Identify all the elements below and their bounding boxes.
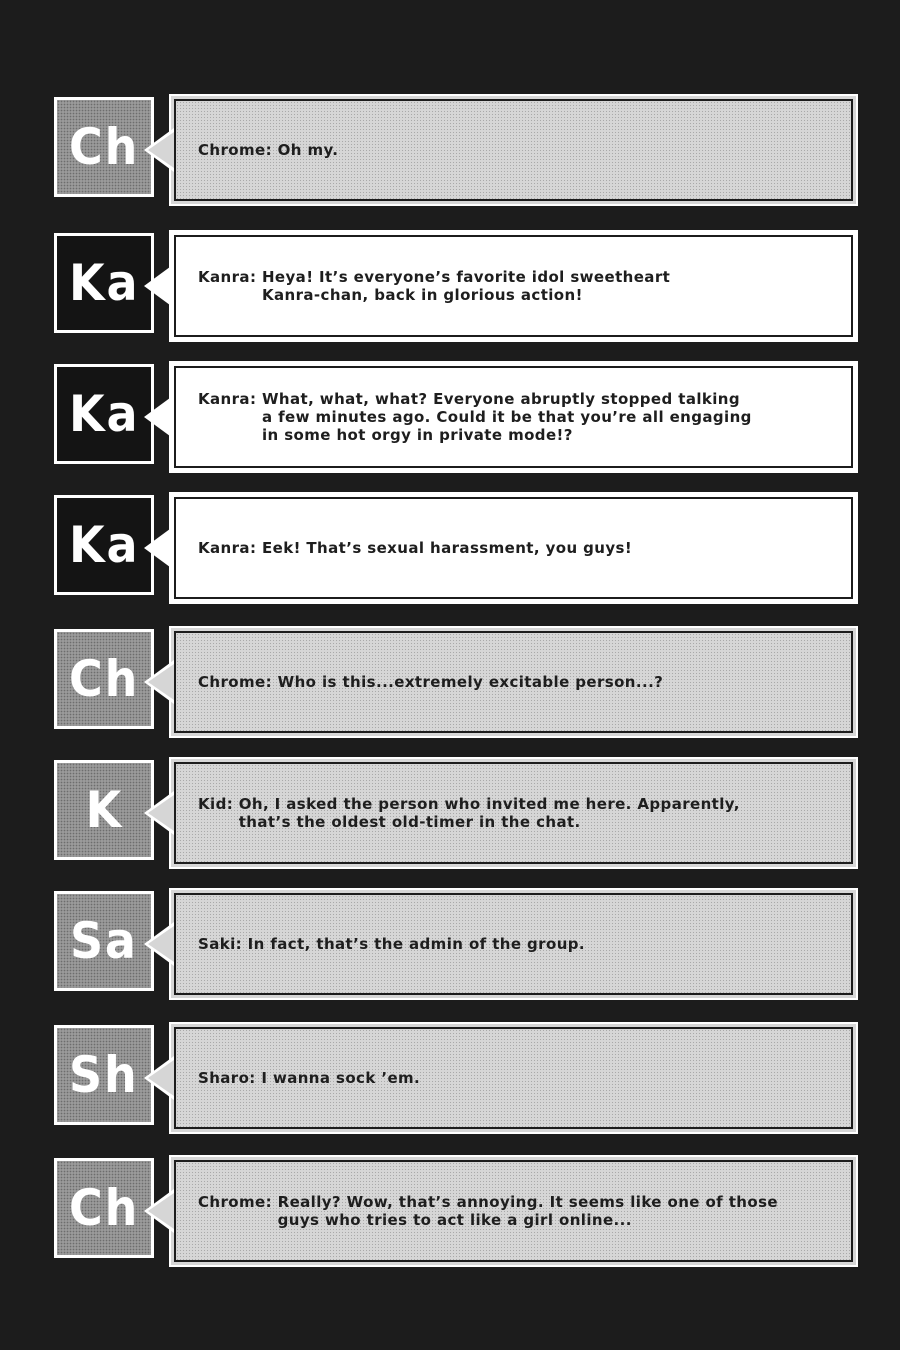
speaker-name: Kid: [198,795,234,813]
chat-message-chrome [54,626,858,738]
message-bubble [169,94,858,206]
message-text: Eek! That’s sexual harassment, you guys! [261,539,633,557]
message-bubble [169,888,858,1000]
avatar-initials: K [85,781,123,839]
bubble-tail [144,128,174,172]
chat-message-sharo [54,1022,858,1134]
avatar-saki [54,891,154,991]
bubble-tail [144,526,174,570]
message-bubble [169,230,858,342]
message-text: In fact, that’s the admin of the group. [247,935,586,953]
chat-message-chrome [54,1155,858,1267]
message-bubble [169,492,858,604]
message-bubble [169,757,858,869]
speaker-name: Saki: [198,935,243,953]
avatar-kid [54,760,154,860]
message-text: Oh my. [277,141,339,159]
bubble-tail [144,791,174,835]
avatar-initials: Ka [68,385,140,443]
speaker-name: Sharo: [198,1069,256,1087]
avatar-chrome [54,97,154,197]
chat-message-kanra [54,230,858,342]
avatar-initials: Ch [68,118,140,176]
message-text: Who is this...extremely excitable person...? [277,673,664,691]
avatar-kanra [54,364,154,464]
avatar-initials: Ch [68,650,140,708]
avatar-chrome [54,629,154,729]
bubble-tail [144,1056,174,1100]
bubble-tail [144,660,174,704]
bubble-tail [144,1189,174,1233]
message-text: Really? Wow, that’s annoying. It seems like one of those guys who tries to act like a girl online... [277,1193,778,1229]
avatar-initials: Sa [70,912,138,970]
speaker-name: Kanra: [198,539,257,557]
avatar-kanra [54,233,154,333]
bubble-tail [144,395,174,439]
message-bubble [169,1155,858,1267]
chat-message-saki [54,888,858,1000]
chat-message-kid [54,757,858,869]
message-bubble [169,626,858,738]
speaker-name: Chrome: [198,673,272,691]
message-text: I wanna sock ’em. [261,1069,421,1087]
message-text: What, what, what? Everyone abruptly stopped talking a few minutes ago. Could it be that you’re all engaging in some hot orgy in private mode!? [261,390,752,444]
avatar-initials: Sh [69,1046,139,1104]
speaker-name: Kanra: [198,390,257,408]
message-text: Oh, I asked the person who invited me here. Apparently, that’s the oldest old-timer in the chat. [238,795,740,831]
message-bubble [169,1022,858,1134]
avatar-kanra [54,495,154,595]
chat-message-chrome [54,94,858,206]
speaker-name: Chrome: [198,141,272,159]
speaker-name: Kanra: [198,268,257,286]
avatar-initials: Ka [68,516,140,574]
message-text: Heya! It’s everyone’s favorite idol sweetheart Kanra-chan, back in glorious action! [261,268,671,304]
chat-message-kanra [54,492,858,604]
avatar-chrome [54,1158,154,1258]
avatar-sharo [54,1025,154,1125]
message-bubble [169,361,858,473]
avatar-initials: Ch [68,1179,140,1237]
bubble-tail [144,264,174,308]
bubble-tail [144,922,174,966]
speaker-name: Chrome: [198,1193,272,1211]
chat-message-kanra [54,361,858,473]
avatar-initials: Ka [68,254,140,312]
